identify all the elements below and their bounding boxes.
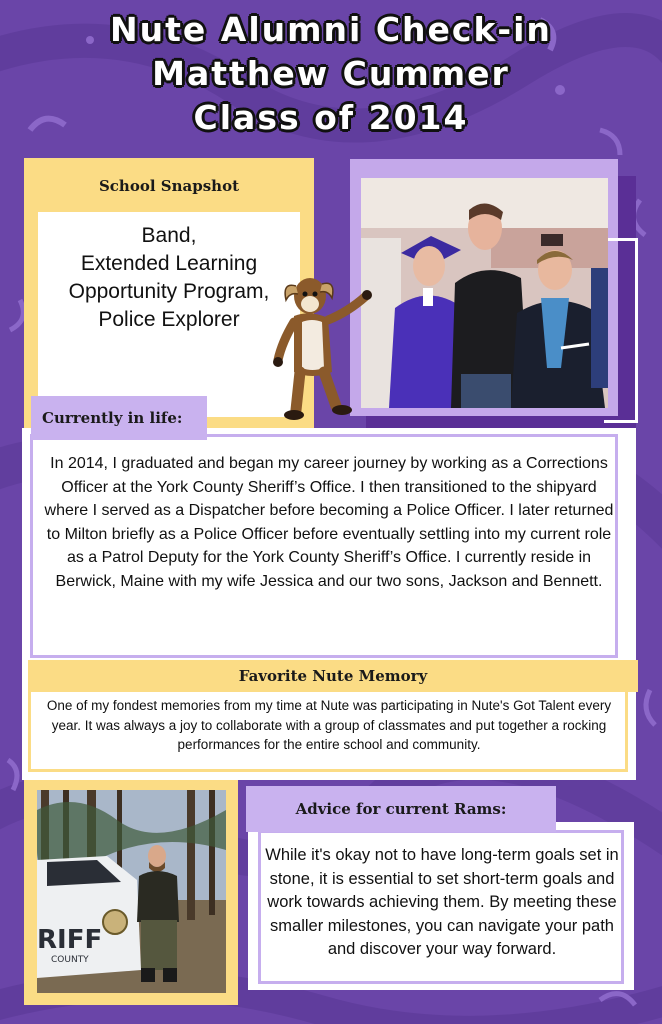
school-snapshot-list [38, 222, 300, 334]
currently-in-life-heading: Currently in life: [31, 396, 207, 440]
school-snapshot-heading: School Snapshot [98, 177, 240, 195]
photo-frame-accent [604, 238, 638, 423]
car-door-text: RIFF [37, 925, 103, 955]
snapshot-item: Opportunity Program, [68, 280, 270, 303]
favorite-memory-text: One of my fondest memories from my time at Nute was participating in Nute's Got Talent every year. It was always a joy to collaborate with a group of classmates and put together a rocking performances for the entire school and community. [46, 698, 612, 752]
currently-in-life-text: In 2014, I graduated and began my career journey by working as a Corrections Officer at the York County Sheriff’s Office. I then transitioned to the shipyard where I served as a Dispatcher before becoming a Police Officer. I later returned to Milton briefly as a Police Officer before eventually settling into my current role as a Patrol Deputy for the York County Sheriff’s Office. I currently reside in Berwick, Maine with my wife Jessica and our two sons, Jackson and Bennett. [44, 455, 614, 590]
class-year: Class of 2014 [193, 98, 469, 137]
car-door-subtext: COUNTY [51, 955, 89, 965]
snapshot-item: Band, [141, 224, 197, 247]
alumni-name: Matthew Cummer [152, 54, 510, 93]
graduation-photo [361, 178, 608, 408]
favorite-memory-heading: Favorite Nute Memory [28, 660, 638, 692]
ram-mascot-icon [272, 272, 372, 427]
snapshot-item: Extended Learning [80, 252, 258, 275]
advice-heading: Advice for current Rams: [246, 786, 556, 832]
title-line-1: Nute Alumni Check-in [110, 10, 552, 49]
page-title [0, 8, 662, 140]
snapshot-item: Police Explorer [98, 308, 240, 331]
deputy-photo [37, 790, 226, 993]
advice-text: While it's okay not to have long-term goals set in stone, it is essential to set short-term goals and work towards achieving them. By meeting these smaller milestones, you can navigate your path and discover your way forward. [265, 846, 619, 958]
